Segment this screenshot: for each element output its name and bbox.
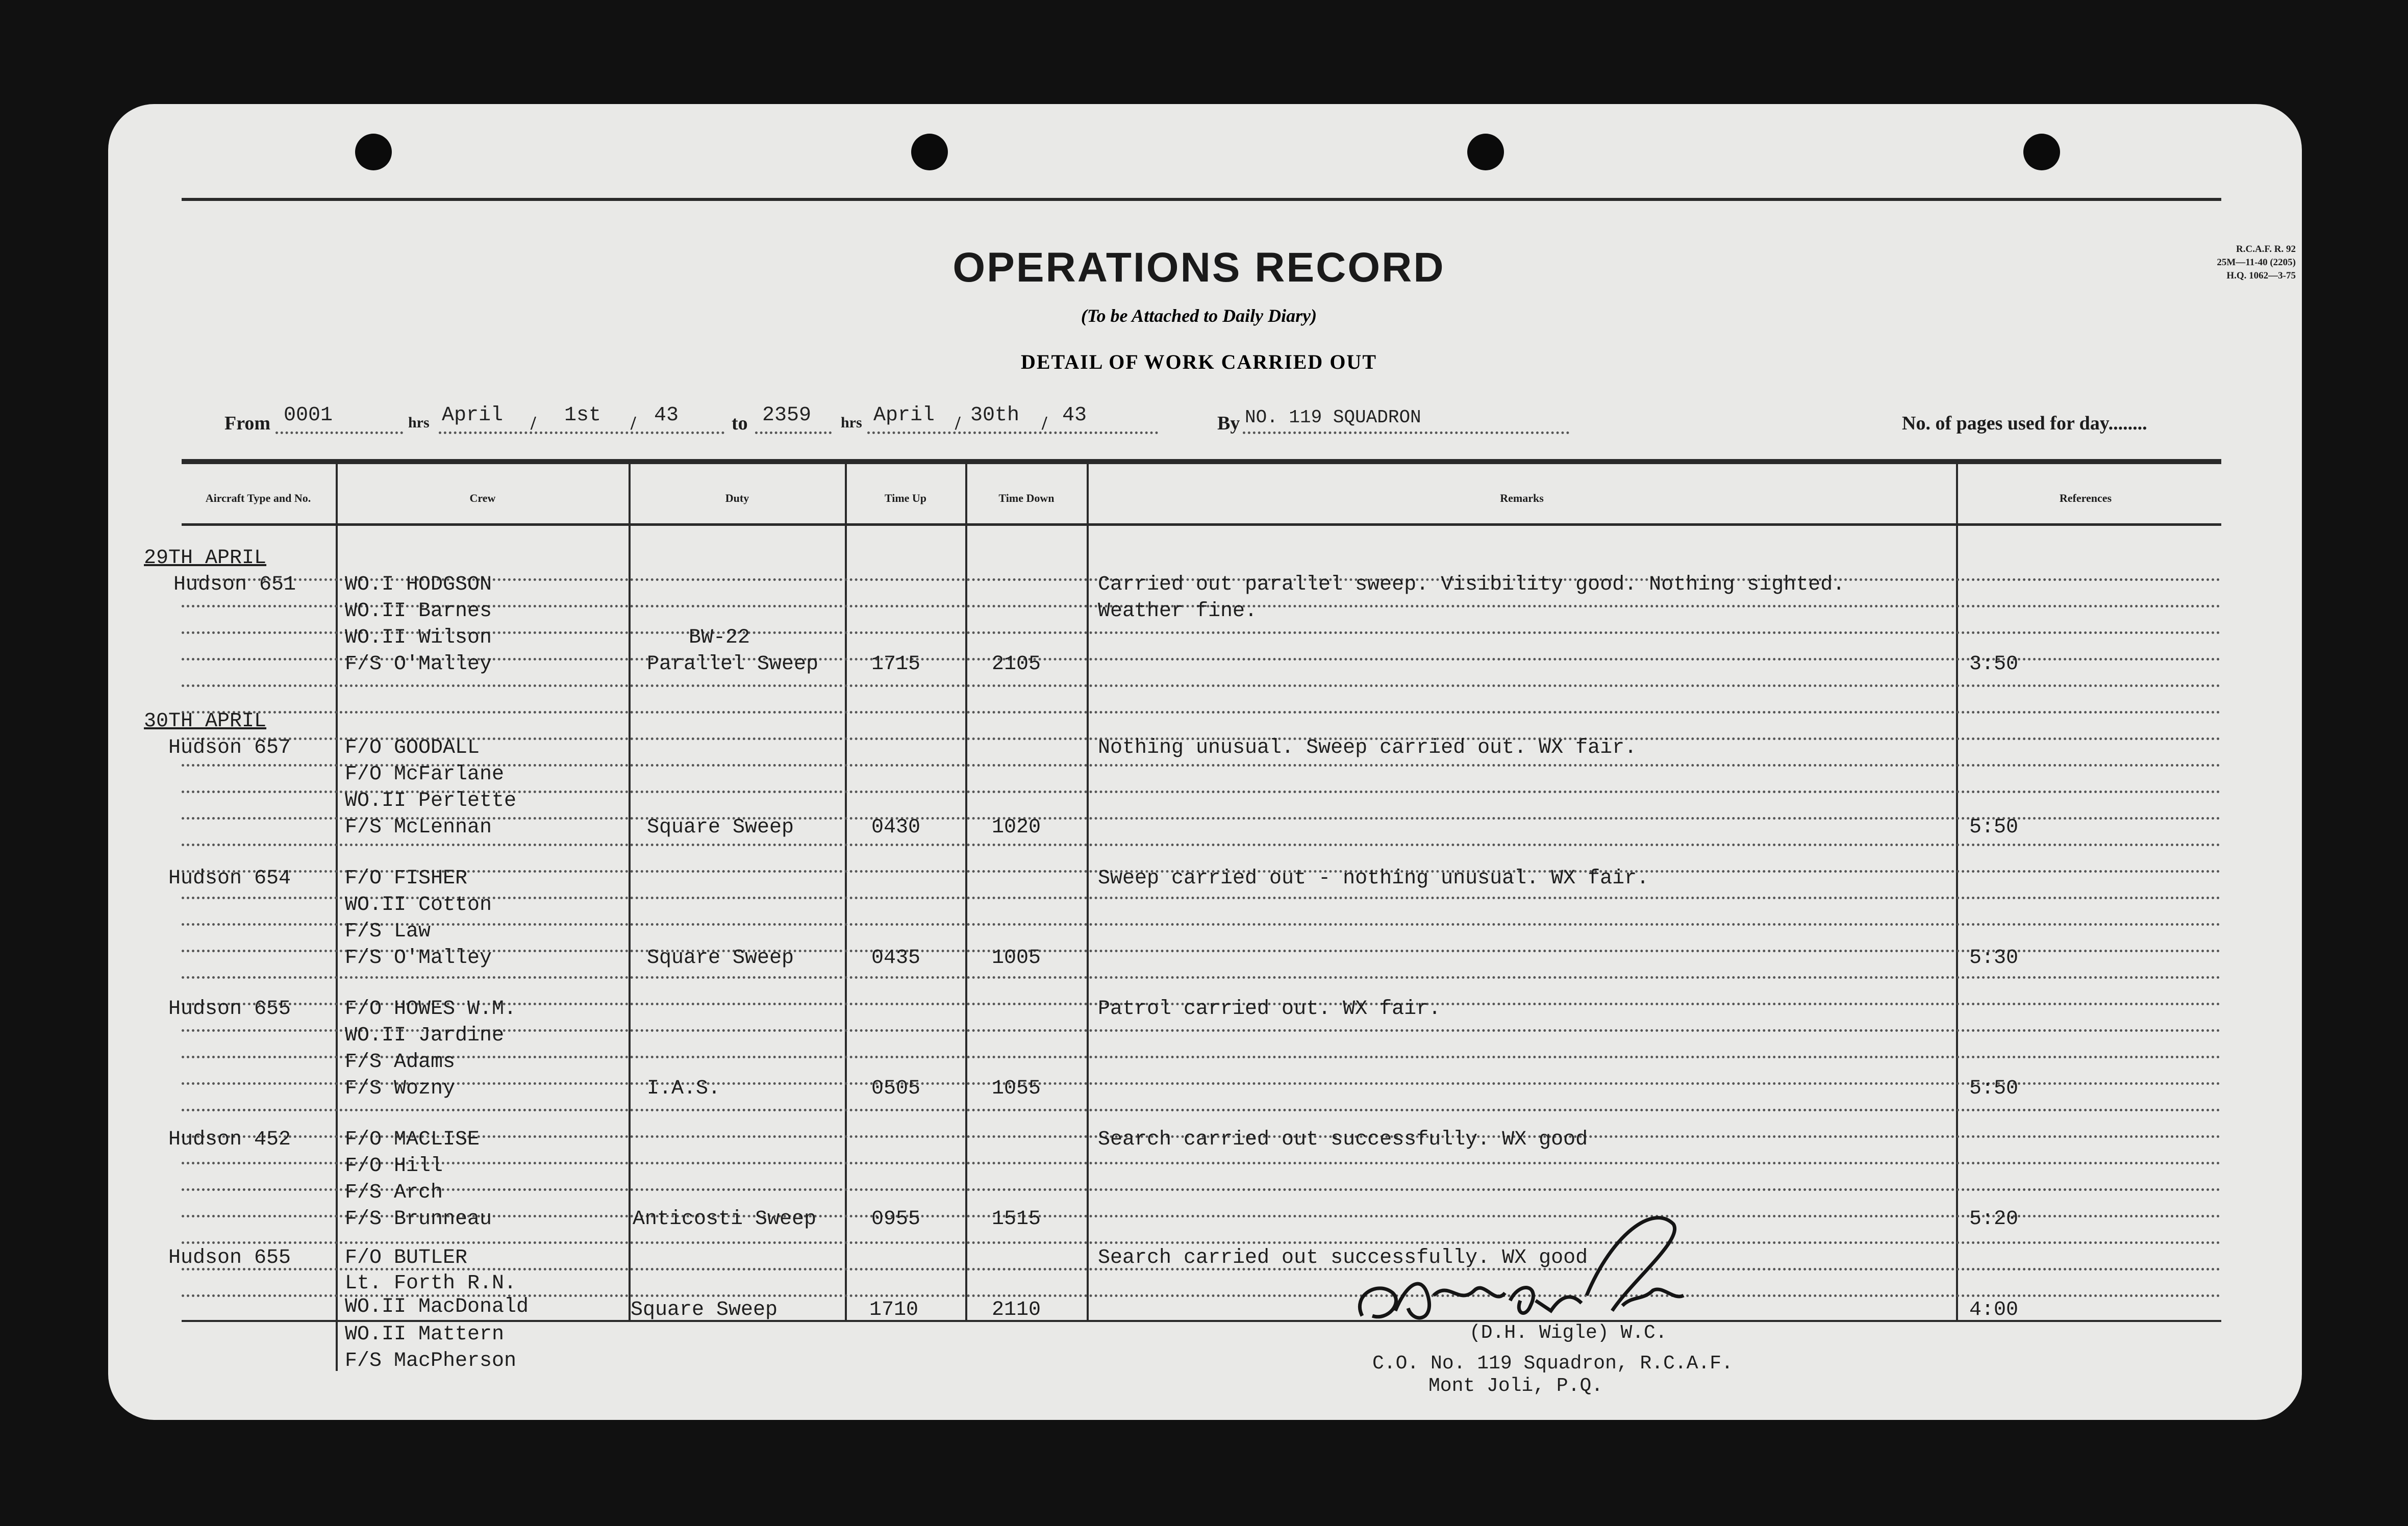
reference-cell: 4:00	[1969, 1299, 2019, 1321]
form-code-line: R.C.A.F. R. 92	[2236, 244, 2296, 255]
to-time: 2359	[762, 404, 812, 427]
crew-member: F/O McFarlane	[345, 763, 505, 786]
duty-cell: Anticosti Sweep	[633, 1208, 817, 1231]
punch-hole-2	[911, 134, 948, 170]
from-year: 43	[654, 404, 679, 427]
remarks-cell: Search carried out successfully. WX good	[1098, 1247, 1588, 1269]
form-heading: DETAIL OF WORK CARRIED OUT	[1020, 350, 1377, 373]
time-up-cell: 0505	[871, 1077, 921, 1100]
column-header-crew: Crew	[469, 492, 496, 504]
crew-member: F/S McLennan	[345, 816, 492, 839]
punch-hole-3	[1467, 134, 1504, 170]
crew-member: F/S Brunneau	[345, 1208, 492, 1231]
remarks-cell: Carried out parallel sweep. Visibility good. Nothing sighted.	[1098, 573, 1845, 596]
column-divider	[1087, 462, 1089, 1321]
time-up-cell: 1715	[871, 653, 921, 676]
remarks-cell: Weather fine.	[1098, 600, 1258, 623]
duty-cell: Parallel Sweep	[647, 653, 819, 676]
remarks-cell: Nothing unusual. Sweep carried out. WX fair.	[1098, 736, 1637, 759]
reference-cell: 5:50	[1969, 816, 2019, 839]
crew-member: WO.II Jardine	[345, 1024, 505, 1047]
crew-member: F/S O'Malley	[345, 653, 492, 676]
ruled-line	[182, 1188, 2221, 1191]
remarks-cell: Search carried out successfully. WX good	[1098, 1128, 1588, 1151]
aircraft-cell: Hudson 657	[168, 736, 291, 759]
ruled-line	[182, 1056, 2221, 1058]
reference-cell: 5:30	[1969, 947, 2019, 970]
ruled-line	[182, 1109, 2221, 1111]
duty-code: BW-22	[689, 626, 750, 649]
time-down-cell: 1055	[992, 1077, 1041, 1100]
duty-cell: I.A.S.	[647, 1077, 721, 1100]
column-header-remarks: Remarks	[1500, 492, 1544, 504]
ruled-line	[182, 976, 2221, 979]
reference-cell: 3:50	[1969, 653, 2019, 676]
signature-name: (D.H. Wigle) W.C.	[1469, 1322, 1667, 1344]
crew-member: F/S MacPherson	[345, 1350, 517, 1372]
top-rule	[182, 198, 2221, 201]
date-slash: /	[531, 413, 536, 434]
date-slash: /	[955, 413, 961, 434]
crew-member: F/S Wozny	[345, 1077, 456, 1100]
time-down-cell: 1515	[992, 1208, 1041, 1231]
ruled-line	[182, 711, 2221, 714]
crew-member: F/O Hill	[345, 1155, 443, 1178]
to-year: 43	[1062, 404, 1087, 427]
duty-cell: Square Sweep	[631, 1299, 778, 1321]
form-code-line: H.Q. 1062—3-75	[2226, 270, 2296, 281]
table-bottom-rule	[182, 1320, 2221, 1322]
crew-member: Lt. Forth R.N.	[345, 1272, 517, 1295]
crew-member: F/S Arch	[345, 1181, 443, 1204]
hrs-label-1: hrs	[408, 414, 430, 431]
aircraft-cell: Hudson 654	[168, 867, 291, 890]
time-down-cell: 1005	[992, 947, 1041, 970]
form-title: OPERATIONS RECORD	[952, 244, 1445, 291]
column-header-time-down: Time Down	[998, 492, 1055, 504]
ruled-line	[182, 844, 2221, 846]
aircraft-cell: Hudson 655	[168, 1247, 291, 1269]
hrs-label-2: hrs	[841, 414, 862, 431]
date-heading: 29TH APRIL	[144, 547, 267, 570]
crew-member: WO.II Perlette	[345, 790, 517, 812]
form-subtitle: (To be Attached to Daily Diary)	[1081, 306, 1317, 326]
date-slash: /	[631, 413, 636, 434]
from-month: April	[442, 404, 504, 427]
crew-member: F/O BUTLER	[345, 1247, 468, 1269]
reference-cell: 5:50	[1969, 1077, 2019, 1100]
column-divider	[336, 462, 338, 1371]
to-time-line	[755, 431, 832, 434]
duty-cell: Square Sweep	[647, 947, 794, 970]
by-unit: NO. 119 SQUADRON	[1245, 407, 1421, 428]
duty-cell: Square Sweep	[647, 816, 794, 839]
crew-member: F/S Adams	[345, 1051, 456, 1074]
table-header-rule	[182, 523, 2221, 526]
crew-member: F/S O'Malley	[345, 947, 492, 970]
ruled-line	[182, 1082, 2221, 1085]
ruled-line	[182, 1241, 2221, 1244]
crew-member: F/O MACLISE	[345, 1128, 480, 1151]
column-divider	[845, 462, 847, 1321]
crew-member: F/O GOODALL	[345, 736, 480, 759]
punch-hole-1	[355, 134, 392, 170]
time-up-cell: 0955	[871, 1208, 921, 1231]
crew-member: WO.I HODGSON	[345, 573, 492, 596]
form-code	[2217, 243, 2296, 283]
crew-member: WO.II Cotton	[345, 894, 492, 917]
from-time: 0001	[284, 404, 333, 427]
ruled-line	[182, 1162, 2221, 1164]
column-header-references: References	[2059, 492, 2112, 504]
from-date-line	[439, 431, 724, 434]
column-divider	[1956, 462, 1958, 1321]
time-up-cell: 1710	[869, 1299, 919, 1321]
to-month: April	[873, 404, 935, 427]
from-day: 1st	[564, 404, 601, 427]
crew-member: F/O FISHER	[345, 867, 468, 890]
time-down-cell: 2105	[992, 653, 1041, 676]
column-divider	[629, 462, 631, 1321]
by-label: By	[1217, 413, 1240, 434]
column-header-aircraft: Aircraft Type and No.	[205, 492, 311, 504]
aircraft-cell: Hudson 452	[168, 1128, 291, 1151]
signature-title: C.O. No. 119 Squadron, R.C.A.F.	[1372, 1353, 1733, 1375]
aircraft-cell: Hudson 655	[168, 998, 291, 1021]
time-up-cell: 0430	[871, 816, 921, 839]
from-time-line	[275, 431, 403, 434]
pages-label: No. of pages used for day........	[1902, 413, 2147, 434]
time-up-cell: 0435	[871, 947, 921, 970]
crew-member: WO.II Barnes	[345, 600, 492, 623]
crew-member: F/S Law	[345, 920, 431, 943]
signature-location: Mont Joli, P.Q.	[1428, 1375, 1603, 1397]
table-top-rule	[182, 459, 2221, 464]
form-code-line: 25M—11-40 (2205)	[2217, 257, 2296, 268]
ruled-line	[182, 923, 2221, 926]
punch-hole-4	[2023, 134, 2060, 170]
by-line	[1243, 431, 1569, 434]
crew-member: WO.II Wilson	[345, 626, 492, 649]
date-heading: 30TH APRIL	[144, 710, 267, 733]
crew-member: WO.II Mattern	[345, 1323, 505, 1346]
time-down-cell: 1020	[992, 816, 1041, 839]
column-divider	[965, 462, 967, 1321]
crew-member: WO.II MacDonald	[345, 1295, 529, 1318]
date-slash: /	[1042, 413, 1047, 434]
from-label: From	[224, 413, 271, 434]
reference-cell: 5:20	[1969, 1208, 2019, 1231]
remarks-cell: Patrol carried out. WX fair.	[1098, 998, 1441, 1021]
crew-member: F/O HOWES W.M.	[345, 998, 517, 1021]
to-label: to	[732, 413, 748, 434]
remarks-cell: Sweep carried out - nothing unusual. WX fair.	[1098, 867, 1649, 890]
aircraft-cell: Hudson 651	[173, 573, 296, 596]
ruled-line	[182, 684, 2221, 687]
column-header-time-up: Time Up	[884, 492, 927, 504]
column-header-duty: Duty	[725, 492, 749, 504]
time-down-cell: 2110	[992, 1299, 1041, 1321]
to-day: 30th	[970, 404, 1020, 427]
to-date-line	[867, 431, 1158, 434]
